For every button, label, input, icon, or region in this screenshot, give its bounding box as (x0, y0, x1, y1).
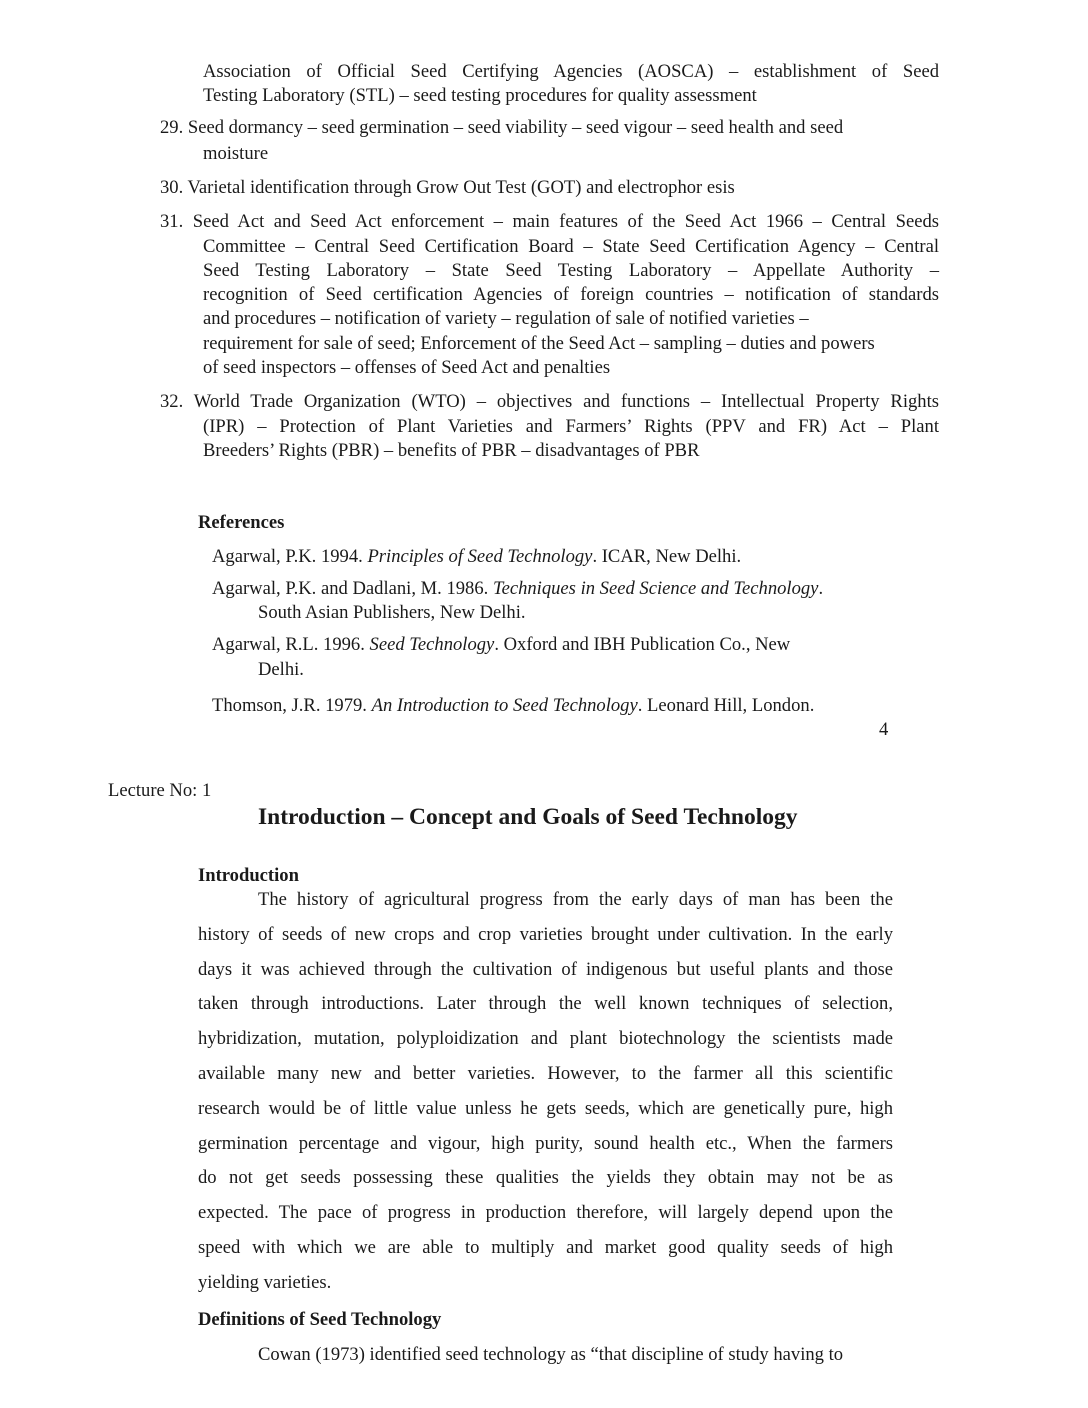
introduction-line: taken through introductions. Later through the well known techniques of selection, (198, 993, 893, 1015)
introduction-line: The history of agricultural progress from the early days of man has been the (258, 889, 893, 910)
reference-1-publisher: . ICAR, New Delhi. (592, 546, 742, 567)
reference-4-authors: Thomson, J.R. 1979. (212, 695, 372, 716)
syllabus-item-31-line-4: recognition of Seed certification Agencies of foreign countries – notification of standards (203, 284, 939, 305)
definitions-heading: Definitions of Seed Technology (198, 1309, 442, 1330)
syllabus-item-30: 30. Varietal identification through Grow Out Test (GOT) and electrophor esis (160, 177, 735, 198)
page-number: 4 (879, 719, 889, 740)
introduction-line: yielding varieties. (198, 1271, 332, 1293)
syllabus-item-32-line-1: 32. World Trade Organization (WTO) – objectives and functions – Intellectual Property Rights (160, 391, 939, 412)
reference-1-title: Principles of Seed Technology (367, 546, 593, 567)
introduction-line: days it was achieved through the cultivation of indigenous but useful plants and those (198, 958, 893, 980)
syllabus-item-28-line-2: Testing Laboratory (STL) – seed testing procedures for quality assessment (203, 85, 757, 106)
syllabus-item-31-line-1: 31. Seed Act and Seed Act enforcement – main features of the Seed Act 1966 – Central Seeds (160, 211, 939, 232)
reference-4-title: An Introduction to Seed Technology (371, 695, 638, 716)
syllabus-item-31-line-7: of seed inspectors – offenses of Seed Act and penalties (203, 357, 611, 378)
reference-2-title: Techniques in Seed Science and Technology (492, 578, 819, 599)
introduction-paragraph (198, 883, 893, 1301)
reference-2-authors: Agarwal, P.K. and Dadlani, M. 1986. (212, 578, 493, 599)
introduction-line: available many new and better varieties. However, to the farmer all this scientific (198, 1062, 893, 1084)
syllabus-item-32-line-3: Breeders’ Rights (PBR) – benefits of PBR – disadvantages of PBR (203, 440, 700, 461)
syllabus-item-31-line-2: Committee – Central Seed Certification Board – State Seed Certification Agency – Central (203, 236, 939, 257)
introduction-line: speed with which we are able to multiply and market good quality seeds of high (198, 1236, 893, 1258)
introduction-line: germination percentage and vigour, high purity, sound health etc., When the farmers (198, 1132, 893, 1154)
reference-3-title: Seed Technology (369, 634, 495, 655)
reference-3-authors: Agarwal, R.L. 1996. (212, 634, 370, 655)
syllabus-item-28-line-1: Association of Official Seed Certifying Agencies (AOSCA) – establishment of Seed (203, 61, 939, 82)
reference-2 (212, 577, 823, 601)
syllabus-item-32-line-2: (IPR) – Protection of Plant Varieties and Farmers’ Rights (PPV and FR) Act – Plant (203, 416, 939, 437)
syllabus-item-29-line-1: 29. Seed dormancy – seed germination – seed viability – seed vigour – seed health and seed (160, 117, 844, 138)
reference-4-publisher: . Leonard Hill, London. (637, 695, 815, 716)
lecture-label: Lecture No: 1 (108, 780, 212, 801)
reference-4 (212, 694, 814, 718)
introduction-line: hybridization, mutation, polyploidization and plant biotechnology the scientists made (198, 1028, 893, 1050)
reference-3-publisher: . Oxford and IBH Publication Co., New (494, 634, 791, 655)
lecture-title: Introduction – Concept and Goals of Seed Technology (258, 804, 798, 830)
references-heading: References (198, 512, 285, 533)
introduction-line: research would be of little value unless he gets seeds, which are genetically pure, high (198, 1097, 893, 1119)
introduction-line: do not get seeds possessing these qualities the yields they obtain may not be as (198, 1167, 893, 1189)
syllabus-item-31-line-6: requirement for sale of seed; Enforcement of the Seed Act – sampling – duties and powers (203, 333, 875, 354)
syllabus-item-31-line-3: Seed Testing Laboratory – State Seed Testing Laboratory – Appellate Authority – (203, 260, 939, 281)
syllabus-item-31-line-5: and procedures – notification of variety – regulation of sale of notified varieties – (203, 308, 809, 329)
reference-1-authors: Agarwal, P.K. 1994. (212, 546, 368, 567)
syllabus-item-29-line-2: moisture (203, 143, 269, 164)
reference-2-continuation: South Asian Publishers, New Delhi. (258, 602, 526, 623)
introduction-line: history of seeds of new crops and crop varieties brought under cultivation. In the early (198, 923, 893, 945)
reference-2-publisher: . (818, 578, 824, 599)
introduction-heading: Introduction (198, 865, 299, 886)
reference-1 (212, 545, 741, 569)
introduction-line: expected. The pace of progress in production therefore, will largely depend upon the (198, 1202, 893, 1224)
reference-3 (212, 633, 790, 657)
definitions-first-line: Cowan (1973) identified seed technology as “that discipline of study having to (258, 1344, 844, 1365)
reference-3-continuation: Delhi. (258, 659, 304, 680)
